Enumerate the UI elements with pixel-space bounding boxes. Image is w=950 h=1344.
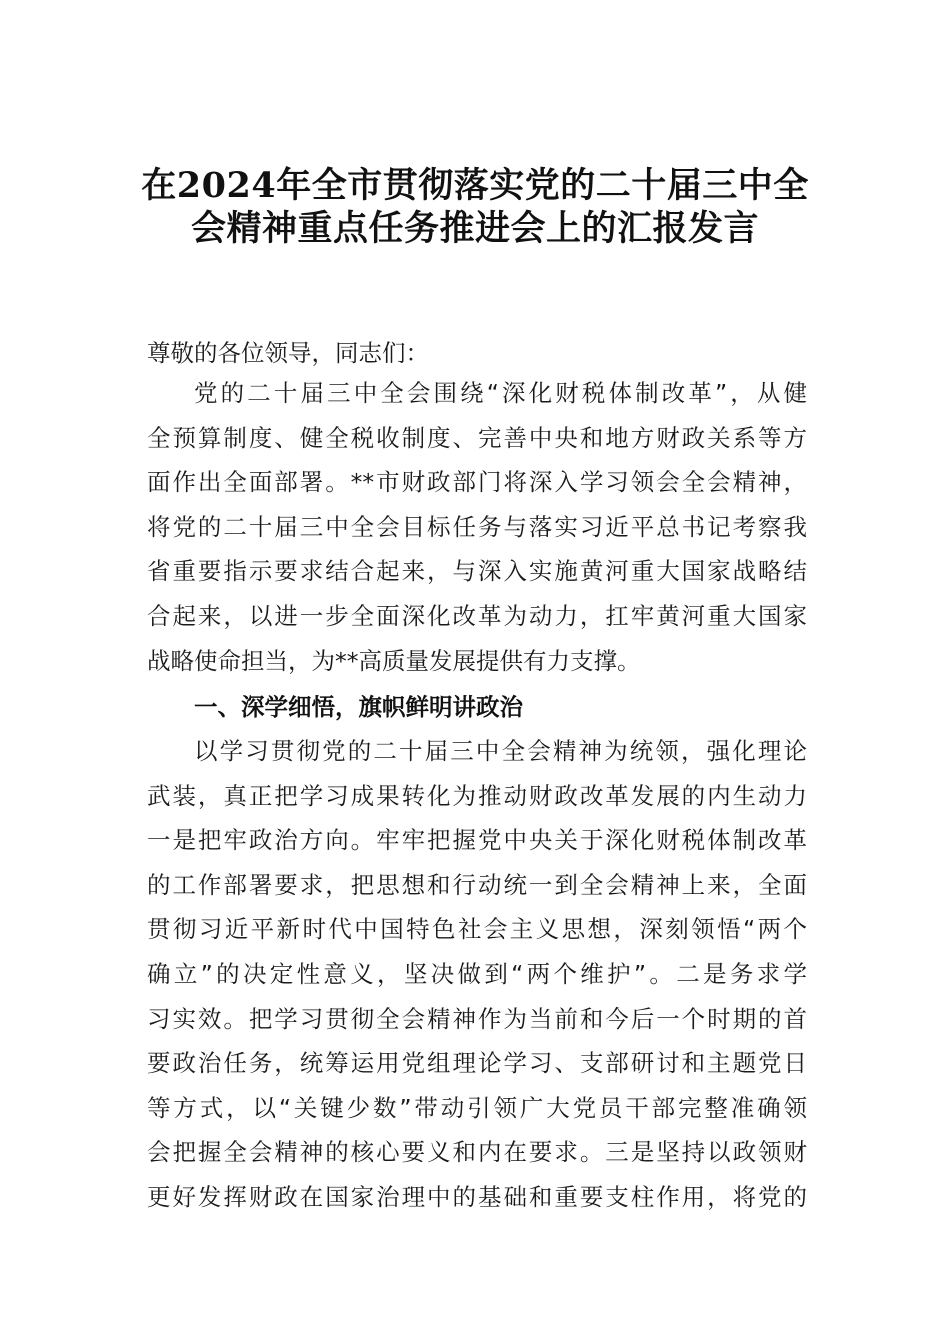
paragraph-line: 会把握全会精神的核心要义和内在要求。三是坚持以政领财 [147,1138,807,1167]
paragraph-line: 更好发挥财政在国家治理中的基础和重要支柱作用，将党的 [147,1182,807,1211]
paragraph-line: 将党的二十届三中全会目标任务与落实习近平总书记考察我 [147,512,807,541]
paragraph-line: 战略使命担当，为**高质量发展提供有力支撑。 [147,646,641,675]
document-title-line-1: 在2024年全市贯彻落实党的二十届三中全 [141,165,809,206]
document-title-line-2: 会精神重点任务推进会上的汇报发言 [190,208,759,249]
paragraph-line: 要政治任务，统筹运用党组理论学习、支部研讨和主题党日 [147,1049,807,1078]
paragraph-line: 以学习贯彻党的二十届三中全会精神为统领，强化理论 [194,737,807,765]
paragraph-line: 全预算制度、健全税收制度、完善中央和地方财政关系等方 [147,423,807,452]
paragraph-line: 武装，真正把学习成果转化为推动财政改革发展的内生动力 [147,781,807,810]
paragraph-line: 省重要指示要求结合起来，与深入实施黄河重大国家战略结 [147,557,807,586]
paragraph-line: 习实效。把学习贯彻全会精神作为当前和今后一个时期的首 [147,1004,807,1033]
paragraph-line: 确立”的决定性意义，坚决做到“两个维护”。二是务求学 [147,959,807,988]
salutation: 尊敬的各位领导，同志们： [147,339,429,367]
paragraph-line: 面作出全面部署。**市财政部门将深入学习领会全会精神， [147,468,807,497]
paragraph-intro [147,371,807,683]
paragraph-line: 一是把牢政治方向。牢牢把握党中央关于深化财税体制改革 [147,826,807,855]
section-heading-1: 一、深学细悟，旗帜鲜明讲政治 [194,693,523,721]
paragraph-line: 的工作部署要求，把思想和行动统一到全会精神上来，全面 [147,870,807,899]
paragraph-line: 等方式，以“关键少数”带动引领广大党员干部完整准确领 [147,1093,807,1122]
paragraph-line: 贯彻习近平新时代中国特色社会主义思想，深刻领悟“两个 [147,915,807,944]
paragraph-section-1 [147,729,807,1220]
paragraph-line: 合起来，以进一步全面深化改革为动力，扛牢黄河重大国家 [147,601,807,630]
paragraph-line: 党的二十届三中全会围绕“深化财税体制改革”，从健 [194,379,807,407]
